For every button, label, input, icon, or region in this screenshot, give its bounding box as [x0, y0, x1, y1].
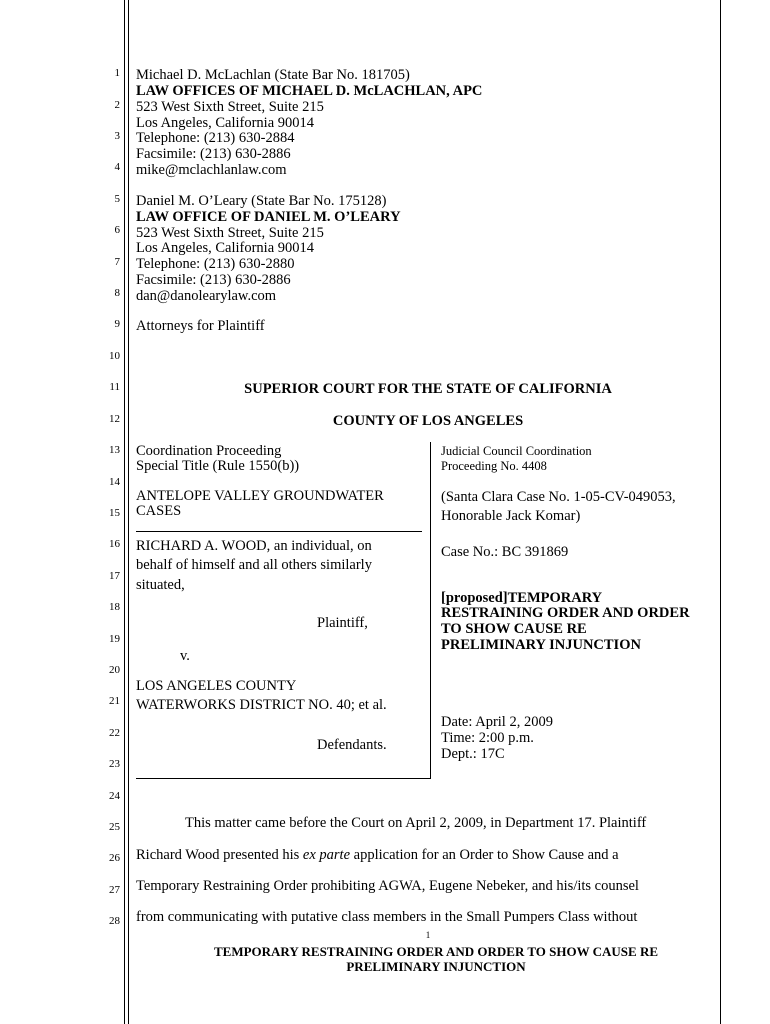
body-italic-span: ex parte [302, 847, 351, 863]
defendant-role: Defendants. [317, 737, 387, 753]
document-title: TO SHOW CAUSE RE [441, 621, 587, 637]
line-number: 8 [114, 287, 120, 299]
case-title: ANTELOPE VALLEY GROUNDWATER [136, 488, 384, 504]
case-number: Case No.: BC 391869 [441, 544, 569, 560]
line-number: 4 [114, 161, 120, 173]
facsimile: Facsimile: (213) 630-2886 [136, 272, 291, 288]
court-name: SUPERIOR COURT FOR THE STATE OF CALIFORNIA [244, 381, 612, 397]
coordination-label: Coordination Proceeding [136, 443, 282, 459]
line-number: 3 [114, 130, 120, 142]
telephone: Telephone: (213) 630-2880 [136, 256, 295, 272]
document-title: RESTRAINING ORDER AND ORDER [441, 605, 690, 621]
jcc-label: Judicial Council Coordination [441, 444, 592, 458]
body-line: from communicating with putative class members in the Small Pumpers Class without [136, 909, 638, 925]
body-line [136, 847, 619, 863]
page-number: 1 [425, 930, 431, 940]
defendant-name-cont: WATERWORKS DISTRICT NO. 40; et al. [136, 697, 387, 713]
line-number: 1 [114, 67, 120, 79]
line-number: 24 [109, 790, 120, 802]
caption-bottom-line [136, 778, 431, 779]
line-number: 22 [109, 727, 120, 739]
caption-divider [430, 442, 431, 778]
line-number: 2 [114, 99, 120, 111]
body-line: Temporary Restraining Order prohibiting AGWA, Eugene Nebeker, and his/its counsel [136, 878, 639, 894]
line-number: 19 [109, 633, 120, 645]
plaintiff-role: Plaintiff, [317, 615, 368, 631]
body-text-span: application for an Order to Show Cause and a [350, 847, 619, 863]
santa-clara-case: (Santa Clara Case No. 1-05-CV-049053, [441, 489, 676, 505]
email: dan@danolearylaw.com [136, 288, 277, 304]
plaintiff-desc-cont: situated, [136, 577, 185, 593]
line-number: 20 [109, 664, 120, 676]
defendant-name: LOS ANGELES COUNTY [136, 678, 297, 694]
line-number: 12 [109, 413, 120, 425]
city-address: Los Angeles, California 90014 [136, 115, 315, 131]
line-number: 23 [109, 758, 120, 770]
body-line: This matter came before the Court on April 2, 2009, in Department 17. Plaintiff [185, 815, 647, 831]
line-number: 17 [109, 570, 120, 582]
attorneys-for: Attorneys for Plaintiff [136, 318, 265, 334]
street-address: 523 West Sixth Street, Suite 215 [136, 99, 324, 115]
left-margin-rule-inner [128, 0, 129, 1024]
line-number: 15 [109, 507, 120, 519]
document-title: PRELIMINARY INJUNCTION [441, 637, 641, 653]
facsimile: Facsimile: (213) 630-2886 [136, 146, 291, 162]
footer-title: PRELIMINARY INJUNCTION [346, 959, 526, 974]
left-margin-rule [124, 0, 125, 1024]
line-number: 21 [109, 695, 120, 707]
plaintiff-name: RICHARD A. WOOD, an individual, on [136, 538, 372, 554]
line-number: 28 [109, 915, 120, 927]
versus: v. [180, 648, 190, 664]
line-number: 11 [109, 381, 120, 393]
line-number: 18 [109, 601, 120, 613]
telephone: Telephone: (213) 630-2884 [136, 130, 295, 146]
footer-title: TEMPORARY RESTRAINING ORDER AND ORDER TO SHOW CAUSE RE [213, 944, 659, 959]
line-number: 6 [114, 224, 120, 236]
hearing-dept: Dept.: 17C [441, 746, 505, 762]
attorney-name: Daniel M. O’Leary (State Bar No. 175128) [136, 193, 387, 209]
law-firm-name: LAW OFFICE OF DANIEL M. O’LEARY [136, 209, 401, 225]
santa-clara-judge: Honorable Jack Komar) [441, 508, 581, 524]
line-number: 7 [114, 256, 120, 268]
email: mike@mclachlanlaw.com [136, 162, 287, 178]
right-margin-rule [720, 0, 721, 1024]
line-number: 13 [109, 444, 120, 456]
line-number: 25 [109, 821, 120, 833]
line-number: 14 [109, 476, 120, 488]
coordination-rule: Special Title (Rule 1550(b)) [136, 458, 300, 474]
line-number: 9 [114, 318, 120, 330]
line-number: 5 [114, 193, 120, 205]
line-number: 27 [109, 884, 120, 896]
law-firm-name: LAW OFFICES OF MICHAEL D. McLACHLAN, APC [136, 83, 483, 99]
caption-separator [136, 531, 422, 532]
jcc-number: Proceeding No. 4408 [441, 459, 547, 473]
plaintiff-desc: behalf of himself and all others similarly [136, 557, 372, 573]
hearing-date: Date: April 2, 2009 [441, 714, 553, 730]
document-title: [proposed]TEMPORARY [441, 590, 603, 606]
line-number: 26 [109, 852, 120, 864]
line-number: 16 [109, 538, 120, 550]
street-address: 523 West Sixth Street, Suite 215 [136, 225, 324, 241]
attorney-name: Michael D. McLachlan (State Bar No. 181705) [136, 67, 410, 83]
hearing-time: Time: 2:00 p.m. [441, 730, 534, 746]
city-address: Los Angeles, California 90014 [136, 240, 315, 256]
body-text-span: Richard Wood presented his [136, 847, 303, 863]
case-title-cont: CASES [136, 503, 182, 519]
line-number: 10 [109, 350, 120, 362]
county-name: COUNTY OF LOS ANGELES [332, 413, 524, 429]
